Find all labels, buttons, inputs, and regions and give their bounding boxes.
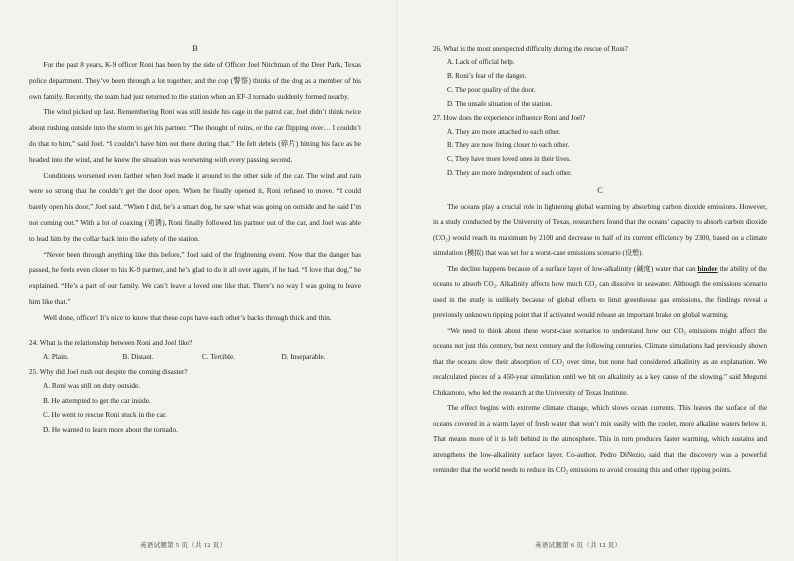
passage-c-paragraph: The effect begins with extreme climate change, which slows ocean currents. This leaves the surface of the oceans covered in a warm layer of fresh water that won’t mix easily with the cooler, more alkaline waters below it. That means more of it is left behind in the atmosphere. This in turn produces faster warming, which sustains and strengthens the low-alkalinity surface layer. Co-author, Pedro DiNezio, said that the discovery was a powerful reminder that the world needs to reduce its CO₂ emissions to avoid crossing this and other tipping points. bbox=[433, 404, 767, 475]
passage-b-paragraph: The wind picked up fast. Remembering Roni was still inside his cage in the patrol car, Joel didn’t think twice about rushing outside into the storm to get his partner. “The thought of ruins, or the car flipping over… I couldn’t do that to him,” said Joel. “I couldn’t have him out there during that.” He felt debris (碎片) hitting his face as he headed into the wind, and he knew the situation was worsening with every passing second. bbox=[29, 108, 361, 164]
option-c[interactable]: C. They have more loved ones in their lives. bbox=[447, 155, 571, 164]
paragraph-text: The decline happens because of a surface layer of low-alkalinity (碱度) water that can bbox=[447, 264, 698, 273]
option-d[interactable]: D. They are more independent of each other. bbox=[447, 168, 572, 177]
passage-c-paragraph bbox=[433, 262, 767, 324]
option-d[interactable]: D. Inseparable. bbox=[281, 353, 326, 362]
paragraph-text: the ability of the oceans to absorb CO₂. Alkalinity affects how much CO₂ can dissolve in seawater. Although the emissions scenario used in the study is unlikely because of global efforts to limit greenhouse gas emissions, the findings reveal a previously unknown tipping point that if activated would release an important brake on global warming. bbox=[433, 264, 767, 320]
option-d[interactable]: D. He wanted to learn more about the tornado. bbox=[43, 425, 178, 434]
underlined-word-hinder: hinder bbox=[697, 264, 718, 273]
passage-b-paragraph: “Never been through anything like this before,” Joel said of the frightening event. Now that the danger has passed, he feels even closer to his K-9 partner, and he’s glad to do it all over again, if he had. “I love that dog,” he explained. “He’s a part of our family. We can’t leave a loved one like that. There’s no way I was going to leave him like that.” bbox=[29, 250, 361, 306]
question-24-stem: 24. What is the relationship between Roni and Joel like? bbox=[29, 338, 193, 347]
passage-b-paragraph: Well done, officer! It’s nice to know that these cops have each other’s backs through thick and thin. bbox=[43, 313, 332, 322]
option-a[interactable]: A. Plain. bbox=[43, 353, 69, 362]
section-c-heading: C bbox=[597, 185, 603, 195]
option-b[interactable]: B. They are now living closer to each other. bbox=[447, 141, 570, 150]
section-b-heading: B bbox=[192, 44, 198, 53]
option-b[interactable]: B. Roni’s fear of the danger. bbox=[447, 72, 527, 80]
question-25-stem: 25. Why did Joel rush out despite the coming disaster? bbox=[29, 367, 188, 376]
passage-c-paragraph: The oceans play a crucial role in lightening global warming by absorbing carbon dioxide emissions. However, in a study conducted by the University of Texas, researchers found that the oceans’ capacity to absorb carbon dioxide (CO₂) would reach its maximum by 2100 and decrease to half of its current efficiency by 2300, based on a climate simulation (模拟) that was set for a worst-case emissions scenario (设想). bbox=[433, 202, 767, 258]
option-a[interactable]: A. Lack of official help. bbox=[447, 58, 515, 67]
option-c[interactable]: C. He went to rescue Roni stuck in the car. bbox=[43, 411, 167, 420]
option-a[interactable]: A. Roni was still on duty outside. bbox=[43, 382, 141, 391]
option-d[interactable]: D. The unsafe situation of the station. bbox=[447, 99, 553, 108]
page-footer: 英语试题第 5 页（共 12 页） bbox=[140, 542, 227, 549]
right-page bbox=[397, 0, 794, 561]
option-b[interactable]: B. Distant. bbox=[122, 353, 154, 362]
option-b[interactable]: B. He attempted to get the car inside. bbox=[43, 396, 151, 405]
passage-c-paragraph: “We need to think about these worst-case scenarios to understand how our CO₂ emissions might affect the oceans not just this century, but next century and the following centuries. Climate simulations had previously shown that the oceans slow their absorption of CO₂ over time, but none had considered alkalinity as an explanation. We recalculated pieces of a 450-year simulation until we hit on alkalinity as a key cause of the slowing.” said Megumi Chikamoto, who led the research at the University of Texas Institute. bbox=[433, 326, 767, 397]
passage-b-paragraph: Conditions worsened even farther when Joel made it around to the other side of the car. The wind and rain were so strong that he couldn’t get the door open. When he finally opened it, Roni refused to move. “I could barely open his door,” Joel said. “When I did, he’s a smart dog, he saw what was going on outside and he said I’m not coming out.” With a lot of coaxing (劝诱), Roni finally followed his partner out of the car, and Joel was able to lead him by the collar back into the safety of the station. bbox=[29, 171, 361, 243]
page-footer: 英语试题第 6 页（共 12 页） bbox=[535, 542, 622, 549]
question-27-stem: 27. How does the experience influence Roni and Joel? bbox=[433, 114, 586, 123]
option-c[interactable]: C. Terrible. bbox=[202, 353, 235, 362]
question-26-stem: 26. What is the most unexpected difficulty during the rescue of Roni? bbox=[433, 45, 628, 53]
option-a[interactable]: A. They are more attached to each other. bbox=[447, 127, 561, 136]
option-c[interactable]: C. The poor quality of the door. bbox=[447, 85, 536, 94]
question-24-options bbox=[29, 350, 361, 365]
passage-b-paragraph: For the past 8 years, K-9 officer Roni has been by the side of Officer Joel Nitchman of the Deer Park, Texas police department. They’ve been through a lot together, and the cop (警察) thinks of the dog as a member of his own family. Recently, the team had just returned to the station when an EF-3 tornado suddenly formed nearby. bbox=[29, 61, 361, 101]
